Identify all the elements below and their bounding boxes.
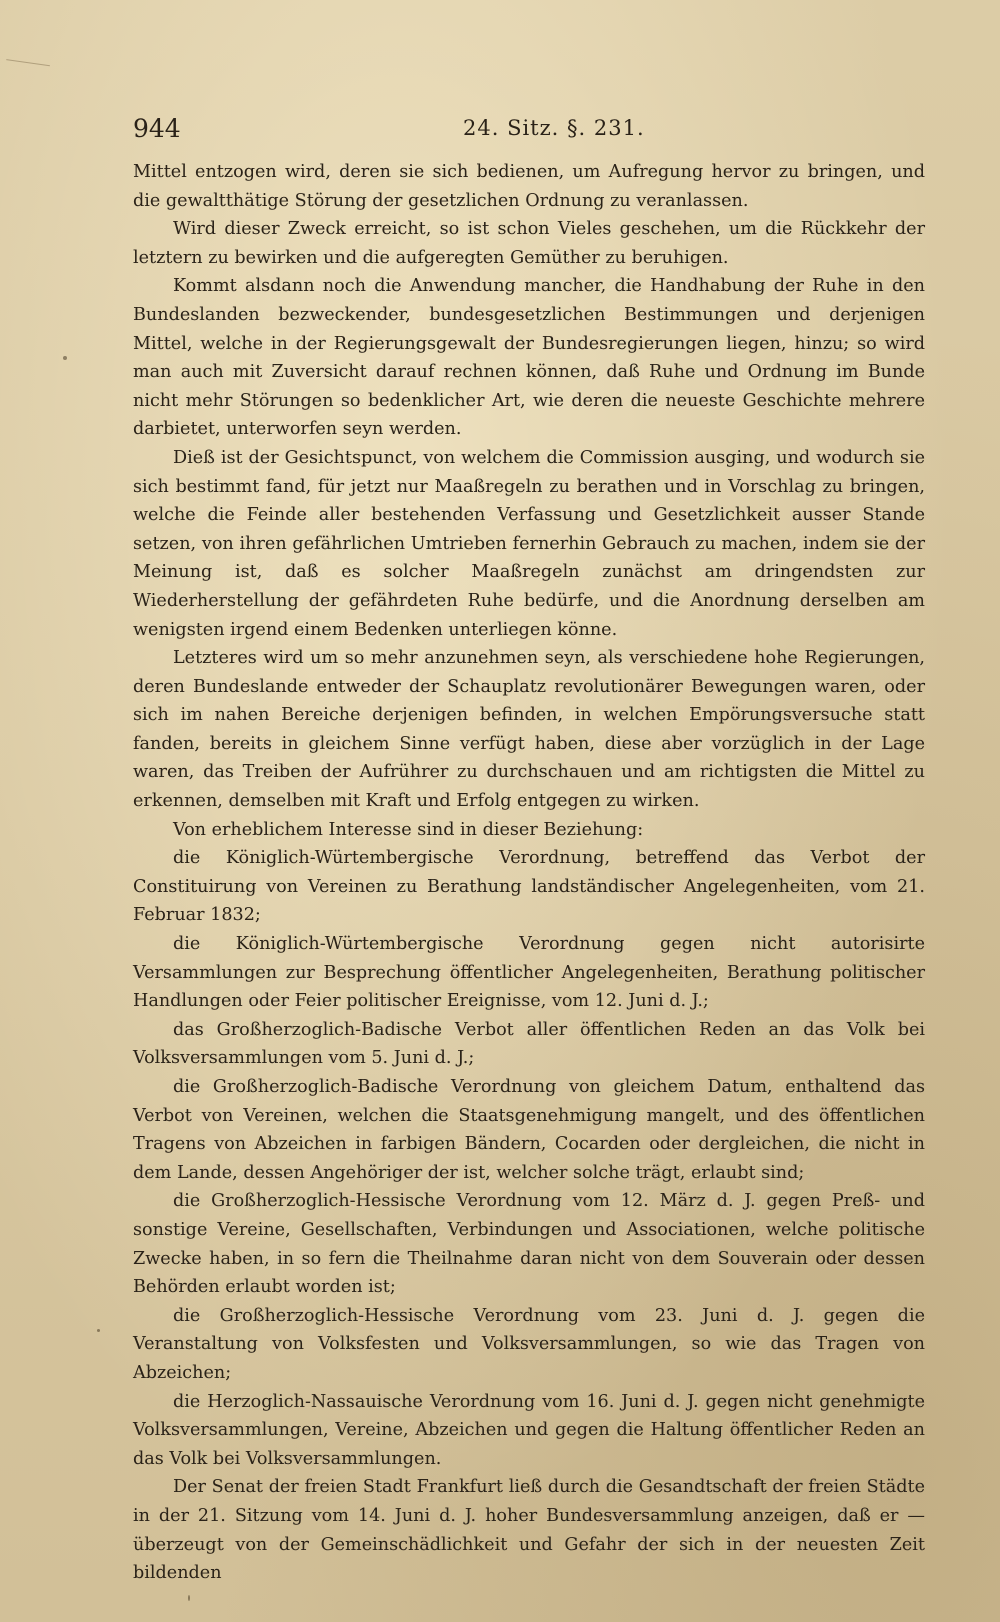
paragraph: Wird dieser Zweck erreicht, so ist schon Vieles geschehen, um die Rückkehr der letztern zu bewirken und die aufgeregten Gemüther zu beruhigen. bbox=[133, 219, 925, 268]
paragraph: Der Senat der freien Stadt Frankfurt ließ durch die Gesandtschaft der freien Städte in der 21. Sitzung vom 14. Juni d. J. hoher Bundesversammlung anzeigen, daß er — überzeugt von der Gemeinschädlichkeit und Gefahr der sich in der neuesten Zeit bildenden bbox=[133, 1477, 925, 1584]
page-header bbox=[133, 114, 923, 148]
ink-speck bbox=[97, 1329, 100, 1332]
page-number: 944 bbox=[133, 114, 181, 143]
ink-speck bbox=[188, 1595, 190, 1601]
list-item: die Königlich-Würtembergische Verordnung, betreffend das Verbot der Constituirung von Vereinen zu Berathung landständischer Angelegenheiten, vom 21. Februar 1832; bbox=[133, 848, 925, 926]
paragraph: Kommt alsdann noch die Anwendung mancher, die Handhabung der Ruhe in den Bundeslanden bezweckender, bundesgesetzlichen Bestimmungen und derjenigen Mittel, welche in der Regierungsgewalt der Bundesregierungen liegen, hinzu; so wird man auch mit Zuversicht darauf rechnen können, daß Ruhe und Ordnung im Bunde nicht mehr Störungen so bedenklicher Art, wie deren die neueste Geschichte mehrere darbietet, unterworfen seyn werden. bbox=[133, 276, 925, 440]
paragraph-continuation: Mittel entzogen wird, deren sie sich bedienen, um Aufregung hervor zu bringen, und die gewaltthätige Störung der gesetzlichen Ordnung zu veranlassen. bbox=[133, 162, 925, 211]
paragraph: Dieß ist der Gesichtspunct, von welchem die Commission ausging, und wodurch sie sich bestimmt fand, für jetzt nur Maaßregeln zu berathen und in Vorschlag zu bringen, welche die Feinde aller bestehenden Verfassung und Gesetzlichkeit ausser Stande setzen, von ihren gefährlichen Umtrieben fernerhin Gebrauch zu machen, indem sie der Meinung ist, daß es solcher Maaßregeln zunächst am dringendsten zur Wiederherstellung der gefährdeten Ruhe bedürfe, und die Anordnung derselben am wenigsten irgend einem Bedenken unterliegen könne. bbox=[133, 447, 925, 640]
list-item: die Großherzoglich-Hessische Verordnung vom 12. März d. J. gegen Preß- und sonstige Vereine, Gesellschaften, Verbindungen und Associationen, welche politische Zwecke haben, in so fern die Theilnahme daran nicht von dem Souverain oder dessen Behörden erlaubt worden ist; bbox=[133, 1191, 925, 1298]
ink-speck bbox=[63, 356, 67, 360]
paragraph: Von erheblichem Interesse sind in dieser Beziehung: bbox=[173, 819, 644, 840]
list-item: die Großherzoglich-Hessische Verordnung vom 23. Juni d. J. gegen die Veranstaltung von Volksfesten und Volksversammlungen, so wie das Tragen von Abzeichen; bbox=[133, 1305, 925, 1383]
paragraph: Letzteres wird um so mehr anzunehmen seyn, als verschiedene hohe Regierungen, deren Bundeslande entweder der Schauplatz revolutionärer Bewegungen waren, oder sich im nahen Bereiche derjenigen befinden, in welchen Empörungsversuche statt fanden, bereits in gleichem Sinne verfügt haben, diese aber vorzüglich in der Lage waren, das Treiben der Aufrührer zu durchschauen und am richtigsten die Mittel zu erkennen, demselben mit Kraft und Erfolg entgegen zu wirken. bbox=[133, 648, 925, 812]
body-text bbox=[133, 158, 925, 1588]
running-head: 24. Sitz. §. 231. bbox=[463, 116, 645, 140]
list-item: die Großherzoglich-Badische Verordnung von gleichem Datum, enthaltend das Verbot von Vereinen, welchen die Staatsgenehmigung mangelt, und des öffentlichen Tragens von Abzeichen in farbigen Bändern, Cocarden oder dergleichen, die nicht in dem Lande, dessen Angehöriger der ist, welcher solche trägt, erlaubt sind; bbox=[133, 1077, 925, 1183]
list-item: das Großherzoglich-Badische Verbot aller öffentlichen Reden an das Volk bei Volksversammlungen vom 5. Juni d. J.; bbox=[133, 1019, 925, 1069]
page-corner-fold bbox=[2, 59, 50, 96]
list-item: die Königlich-Würtembergische Verordnung gegen nicht autorisirte Versammlungen zur Besprechung öffentlicher Angelegenheiten, Berathung politischer Handlungen oder Feier politischer Ereignisse, vom 12. Juni d. J.; bbox=[133, 934, 925, 1012]
list-item: die Herzoglich-Nassauische Verordnung vom 16. Juni d. J. gegen nicht genehmigte Volksversammlungen, Vereine, Abzeichen und gegen die Haltung öffentlicher Reden an das Volk bei Volksversammlungen. bbox=[133, 1391, 925, 1469]
